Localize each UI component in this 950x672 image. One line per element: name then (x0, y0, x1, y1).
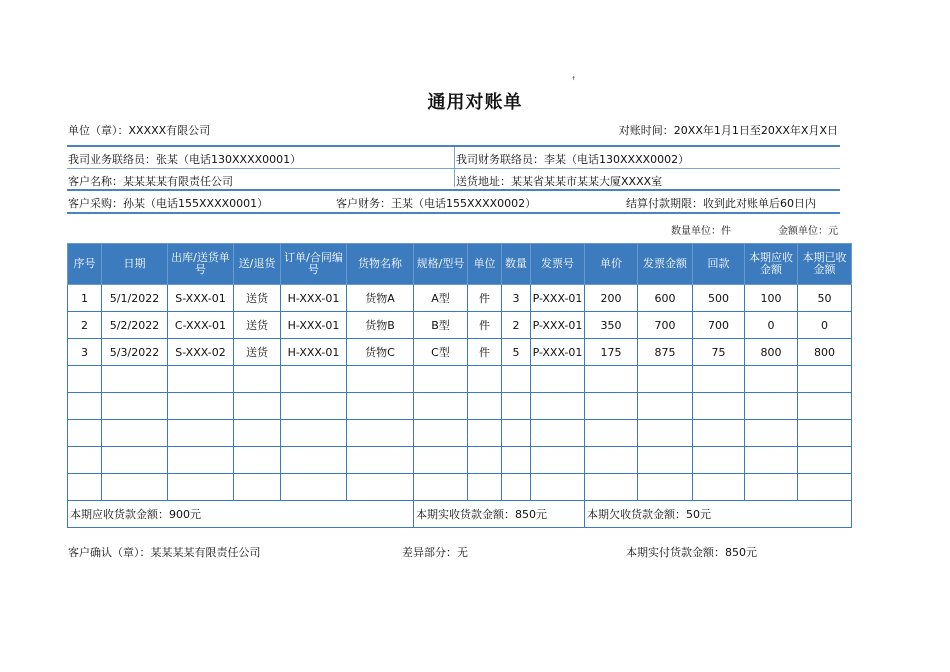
table-cell[interactable] (468, 393, 502, 420)
table-cell[interactable]: 5/3/2022 (102, 339, 168, 366)
column-header: 本期已收金额 (798, 244, 852, 285)
summary-row (68, 501, 852, 528)
table-cell[interactable] (693, 393, 745, 420)
column-header: 回款 (693, 244, 745, 285)
table-cell[interactable] (414, 366, 468, 393)
table-cell[interactable]: 3 (502, 285, 531, 312)
table-cell[interactable]: 500 (693, 285, 745, 312)
table-cell[interactable] (468, 366, 502, 393)
table-cell[interactable] (168, 420, 234, 447)
table-cell[interactable] (638, 474, 693, 501)
qty-unit: 数量单位：件 (671, 226, 731, 237)
table-cell[interactable] (168, 447, 234, 474)
table-cell[interactable]: 2 (502, 312, 531, 339)
table-cell[interactable]: C-XXX-01 (168, 312, 234, 339)
our-sales-contact: 我司业务联络员：张某（电话130XXXX0001） (68, 153, 302, 166)
table-cell[interactable]: 件 (468, 312, 502, 339)
table-cell[interactable] (68, 393, 102, 420)
table-cell[interactable]: A型 (414, 285, 468, 312)
table-cell[interactable] (638, 393, 693, 420)
table-cell[interactable] (234, 366, 281, 393)
table-cell[interactable] (693, 447, 745, 474)
table-cell[interactable] (531, 420, 585, 447)
ship-address: 送货地址：某某省某某市某某大厦XXXX室 (456, 175, 663, 188)
table-cell[interactable] (347, 366, 414, 393)
table-cell[interactable] (168, 366, 234, 393)
customer-name: 客户名称：某某某某有限责任公司 (68, 175, 233, 188)
table-cell[interactable] (468, 420, 502, 447)
table-cell[interactable]: 货物A (347, 285, 414, 312)
table-cell[interactable]: 5 (502, 339, 531, 366)
table-cell[interactable] (693, 366, 745, 393)
table-cell[interactable]: 700 (693, 312, 745, 339)
actual-paid: 本期实付货款金额：850元 (626, 546, 757, 559)
period-label: 对账时间：20XX年1月1日至20XX年X月X日 (618, 124, 838, 137)
table-cell[interactable] (68, 474, 102, 501)
column-header: 单位 (468, 244, 502, 285)
column-header: 单价 (585, 244, 638, 285)
table-row (68, 447, 852, 474)
table-cell[interactable] (531, 474, 585, 501)
table-cell[interactable]: P-XXX-01 (531, 312, 585, 339)
table-cell[interactable] (234, 420, 281, 447)
column-header: 订单/合同编号 (281, 244, 347, 285)
table-cell[interactable] (638, 420, 693, 447)
column-header: 货物名称 (347, 244, 414, 285)
divider (67, 189, 840, 191)
payment-term: 结算付款期限：收到此对账单后60日内 (626, 197, 816, 210)
table-cell[interactable] (281, 366, 347, 393)
table-cell[interactable] (745, 420, 798, 447)
table-cell[interactable]: 件 (468, 285, 502, 312)
column-header: 出库/送货单号 (168, 244, 234, 285)
customer-finance: 客户财务：王某（电话155XXXX0002） (336, 197, 537, 210)
table-cell[interactable] (347, 474, 414, 501)
table-cell[interactable] (234, 447, 281, 474)
table-cell[interactable] (414, 393, 468, 420)
column-header: 发票号 (531, 244, 585, 285)
table-cell[interactable] (68, 447, 102, 474)
table-cell[interactable] (102, 393, 168, 420)
table-cell[interactable] (168, 393, 234, 420)
customer-purchase: 客户采购：孙某（电话155XXXX0001） (68, 197, 269, 210)
document-title: 通用对账单 (427, 92, 523, 113)
table-cell[interactable]: S-XXX-02 (168, 339, 234, 366)
table-cell[interactable]: 50 (798, 285, 852, 312)
table-cell[interactable] (234, 474, 281, 501)
table-cell[interactable] (502, 447, 531, 474)
table-cell[interactable]: 货物C (347, 339, 414, 366)
table-cell[interactable]: 100 (745, 285, 798, 312)
divider (67, 168, 840, 169)
table-cell[interactable] (414, 474, 468, 501)
table-cell[interactable] (281, 474, 347, 501)
table-cell[interactable]: 送货 (234, 312, 281, 339)
table-cell[interactable] (414, 447, 468, 474)
table-cell[interactable]: P-XXX-01 (531, 339, 585, 366)
column-header: 送/退货 (234, 244, 281, 285)
table-cell[interactable] (798, 447, 852, 474)
table-cell[interactable] (693, 474, 745, 501)
table-cell[interactable] (745, 393, 798, 420)
column-header: 规格/型号 (414, 244, 468, 285)
table-cell[interactable]: 0 (798, 312, 852, 339)
table-cell[interactable]: H-XXX-01 (281, 339, 347, 366)
table-cell[interactable] (798, 420, 852, 447)
table-cell[interactable] (585, 366, 638, 393)
table-row (68, 339, 852, 366)
table-cell[interactable]: P-XXX-01 (531, 285, 585, 312)
table-cell[interactable] (502, 420, 531, 447)
table-cell[interactable]: 175 (585, 339, 638, 366)
table-cell[interactable]: 700 (638, 312, 693, 339)
table-cell[interactable] (102, 366, 168, 393)
table-cell[interactable] (638, 366, 693, 393)
table-cell[interactable] (502, 366, 531, 393)
table-cell[interactable] (502, 474, 531, 501)
table-cell[interactable]: 送货 (234, 285, 281, 312)
table-cell[interactable] (347, 420, 414, 447)
table-cell[interactable] (585, 447, 638, 474)
column-header: 序号 (68, 244, 102, 285)
table-cell[interactable]: 2 (68, 312, 102, 339)
table-cell[interactable]: 200 (585, 285, 638, 312)
table-cell[interactable] (468, 474, 502, 501)
column-divider (454, 147, 455, 187)
table-cell[interactable] (638, 447, 693, 474)
table-row (68, 366, 852, 393)
table-cell[interactable] (585, 393, 638, 420)
unit-label: 单位（章）：XXXXX有限公司 (68, 124, 211, 137)
table-cell[interactable]: 0 (745, 312, 798, 339)
table-cell[interactable] (234, 393, 281, 420)
table-row (68, 420, 852, 447)
summary-receivable: 本期应收货款金额：900元 (68, 501, 414, 528)
cursor-mark: ꜛ (572, 76, 576, 86)
table-cell[interactable]: H-XXX-01 (281, 312, 347, 339)
table-cell[interactable] (102, 474, 168, 501)
table-cell[interactable] (798, 366, 852, 393)
table-cell[interactable]: 货物B (347, 312, 414, 339)
column-header: 发票金额 (638, 244, 693, 285)
table-cell[interactable] (281, 393, 347, 420)
table-row (68, 285, 852, 312)
column-header: 数量 (502, 244, 531, 285)
table-cell[interactable] (281, 420, 347, 447)
table-cell[interactable] (468, 447, 502, 474)
table-cell[interactable]: H-XXX-01 (281, 285, 347, 312)
table-cell[interactable]: 75 (693, 339, 745, 366)
table-cell[interactable]: 送货 (234, 339, 281, 366)
table-cell[interactable] (798, 474, 852, 501)
table-cell[interactable] (102, 420, 168, 447)
table-cell[interactable] (798, 393, 852, 420)
table-cell[interactable] (693, 420, 745, 447)
table-cell[interactable] (745, 447, 798, 474)
table-row (68, 393, 852, 420)
table-cell[interactable]: B型 (414, 312, 468, 339)
table-cell[interactable] (281, 447, 347, 474)
table-cell[interactable]: 875 (638, 339, 693, 366)
table-cell[interactable] (502, 393, 531, 420)
divider (67, 212, 840, 214)
table-cell[interactable]: C型 (414, 339, 468, 366)
amount-unit: 金额单位：元 (778, 226, 838, 237)
difference: 差异部分：无 (402, 546, 468, 559)
table-cell[interactable] (102, 447, 168, 474)
table-cell[interactable] (68, 420, 102, 447)
table-cell[interactable] (531, 393, 585, 420)
customer-confirm: 客户确认（章）：某某某某有限责任公司 (68, 546, 261, 559)
table-cell[interactable]: 5/2/2022 (102, 312, 168, 339)
our-finance-contact: 我司财务联络员：李某（电话130XXXX0002） (456, 153, 690, 166)
statement-table (67, 243, 852, 528)
table-cell[interactable]: 600 (638, 285, 693, 312)
table-cell[interactable] (531, 447, 585, 474)
summary-owed: 本期欠收货款金额：50元 (585, 501, 852, 528)
table-cell[interactable]: 350 (585, 312, 638, 339)
table-cell[interactable]: S-XXX-01 (168, 285, 234, 312)
table-cell[interactable] (585, 474, 638, 501)
table-cell[interactable] (745, 366, 798, 393)
table-cell[interactable] (414, 420, 468, 447)
table-cell[interactable] (585, 420, 638, 447)
column-header: 日期 (102, 244, 168, 285)
table-header-row (68, 244, 852, 285)
summary-received: 本期实收货款金额：850元 (414, 501, 585, 528)
table-cell[interactable] (347, 393, 414, 420)
table-row (68, 312, 852, 339)
table-cell[interactable] (68, 366, 102, 393)
table-cell[interactable]: 件 (468, 339, 502, 366)
table-cell[interactable] (168, 474, 234, 501)
table-cell[interactable]: 3 (68, 339, 102, 366)
table-cell[interactable] (745, 474, 798, 501)
table-cell[interactable]: 800 (798, 339, 852, 366)
table-row (68, 474, 852, 501)
table-cell[interactable]: 800 (745, 339, 798, 366)
column-header: 本期应收金额 (745, 244, 798, 285)
table-cell[interactable] (347, 447, 414, 474)
table-cell[interactable]: 5/1/2022 (102, 285, 168, 312)
table-cell[interactable] (531, 366, 585, 393)
table-cell[interactable]: 1 (68, 285, 102, 312)
